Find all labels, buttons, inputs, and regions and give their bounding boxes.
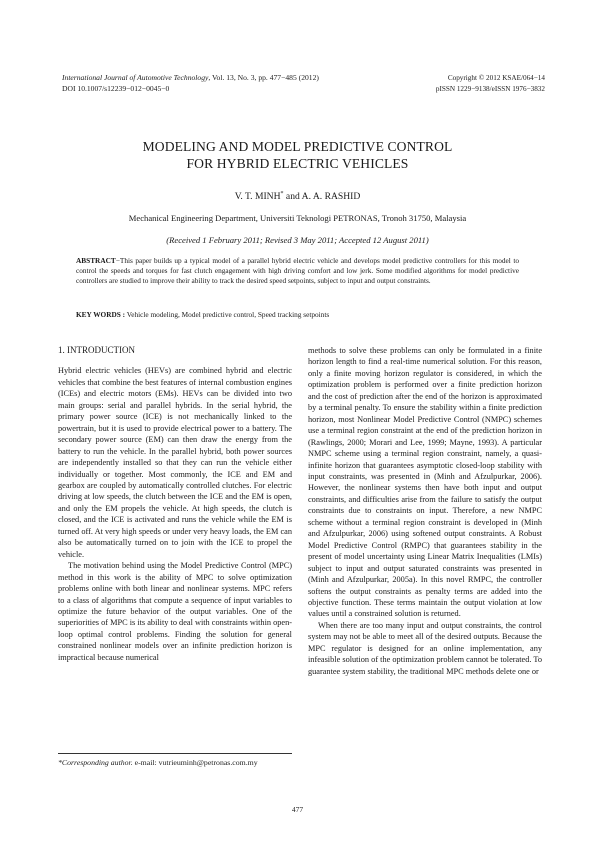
corresponding-mark: * <box>280 190 284 197</box>
right-column <box>308 345 542 677</box>
copyright-header <box>436 73 545 94</box>
footnote <box>58 758 292 769</box>
author-first: V. T. MINH <box>234 191 281 202</box>
keywords-label: KEY WORDS : <box>76 310 126 319</box>
keywords <box>76 310 519 320</box>
footnote-rule <box>58 753 292 754</box>
left-column <box>58 345 292 663</box>
footnote-email: e-mail: vutrieuminh@petronas.com.my <box>132 758 258 767</box>
footnote-label: *Corresponding author. <box>58 758 133 767</box>
section-heading: 1. INTRODUCTION <box>58 345 135 355</box>
journal-header <box>62 73 319 94</box>
title-line-1: MODELING AND MODEL PREDICTIVE CONTROL <box>142 139 453 154</box>
affiliation: Mechanical Engineering Department, Universiti Teknologi PETRONAS, Tronoh 31750, Malaysia <box>128 213 467 223</box>
journal-citation <box>62 73 319 84</box>
intro-paragraph-3: methods to solve these problems can only be formulated in a finite horizon length to find a real-time numerical solution. For this reason, only a finite moving horizon regulator is considered, in which the optimization problem is performed over a finite prediction horizon and the cost of prediction after the end of the horizon is approximated by a terminal penalty. To ensure the stability within a finite prediction horizon, most Nonlinear Model Predictive Control (NMPC) schemes use a terminal region constraint at the end of the prediction horizon in (Rawlings, 2000; Morari and Lee, 1999; Mayne, 1993). A particular NMPC scheme using a terminal region constraint, namely, a quasi-infinite horizon that guarantees asymptotic closed-loop stability with input constraints, was presented in (Minh and Afzulpurkar, 2006). However, the nonlinear systems then have both input and output constraints, and difficulties arise from the failure to satisfy the output constraints due to constraints on input. Therefore, a new NMPC scheme without a terminal region constraint is developed in (Minh and Afzulpurkar, 2006) using softened output constraints. A Robust Model Predictive Control (RMPC) that guarantees stability in the present of model uncertainty using Linear Matrix Inequalities (LMIs) subject to input and output saturated constraints was presented in (Minh and Afzulpurkar, 2005a). In this novel RMPC, the controller softens the output constraints as penalty terms are added into the objective function. These terms maintain the output violation at low values until a constrained solution is returned. <box>308 346 542 619</box>
title-line-2: FOR HYBRID ELECTRIC VEHICLES <box>186 156 409 171</box>
page-number: 477 <box>291 805 304 814</box>
journal-details: , Vol. 13, No. 3, pp. 477−485 (2012) <box>208 73 319 82</box>
abstract-text: −This paper builds up a typical model of a parallel hybrid electric vehicle and develops model predictive controllers for this model to control the speeds and torques for fast clutch engagement with high driving comfort and low jerk. Some modified algorithms for model predictive controllers are studied to improve their ability to track the desired speed setpoints, subject to input and output constraints. <box>76 256 519 286</box>
paper-title <box>0 138 595 172</box>
copyright: Copyright © 2012 KSAE/064−14 <box>447 74 545 82</box>
intro-paragraph-2: The motivation behind using the Model Predictive Control (MPC) method in this work is the ability of MPC to solve optimization problems online with both linear and nonlinear systems. MPC refers to a class of algorithms that compute a sequence of input variables to optimize the future behavior of the output variables. One of the superiorities of MPC is its ability to deal with constraints within open-loop optimal control problems. Finding the solution for general constrained nonlinear models over an infinite prediction horizon is impractical because numerical <box>58 561 292 662</box>
received-dates: (Received 1 February 2011; Revised 3 May 2011; Accepted 12 August 2011) <box>166 235 429 245</box>
abstract <box>76 256 519 287</box>
journal-name: International Journal of Automotive Technology <box>62 73 209 82</box>
intro-paragraph-1: Hybrid electric vehicles (HEVs) are combined hybrid and electric vehicles that combine the best features of internal combustion engines (ICEs) and electric motors (EMs). HEVs can be divided into two main groups: serial and parallel hybrids. In the serial hybrid, the primary power source (ICE) is not mechanically linked to the powertrain, but it is used to provide electrical power to a battery. The secondary power source (EM) can then draw the energy from the battery to run the vehicle. In the parallel hybrid, both power sources are independently installed so that they can run the vehicle either individually or together. Most commonly, the ICE and EM and gearbox are coupled by automatically controlled clutches. For electric driving at low speeds, the clutch between the ICE and the EM is open, and only the EM propels the vehicle. At high speeds, the clutch is closed, and the ICE is activated and runs the vehicle while the EM is turned off. At very high speeds or under very heavy loads, the EM can also be automatically turned on to join with the ICE to propel the vehicle. <box>58 366 292 559</box>
abstract-label: ABSTRACT <box>76 256 116 265</box>
keywords-text: Vehicle modeling, Model predictive control, Speed tracking setpoints <box>125 310 330 319</box>
authors <box>0 191 595 202</box>
doi: DOI 10.1007/s12239−012−0045−0 <box>62 83 170 93</box>
author-rest: and A. A. RASHID <box>283 191 361 202</box>
intro-paragraph-4: When there are too many input and output constraints, the control system may not be able to meet all of the desired outputs. Because the MPC regulator is designed for an online implementation, any infeasible solution of the optimization problem cannot be tolerated. To guarantee system stability, the traditional MPC methods delete one or <box>308 620 542 676</box>
issn: pISSN 1229−9138/eISSN 1976−3832 <box>435 84 545 93</box>
